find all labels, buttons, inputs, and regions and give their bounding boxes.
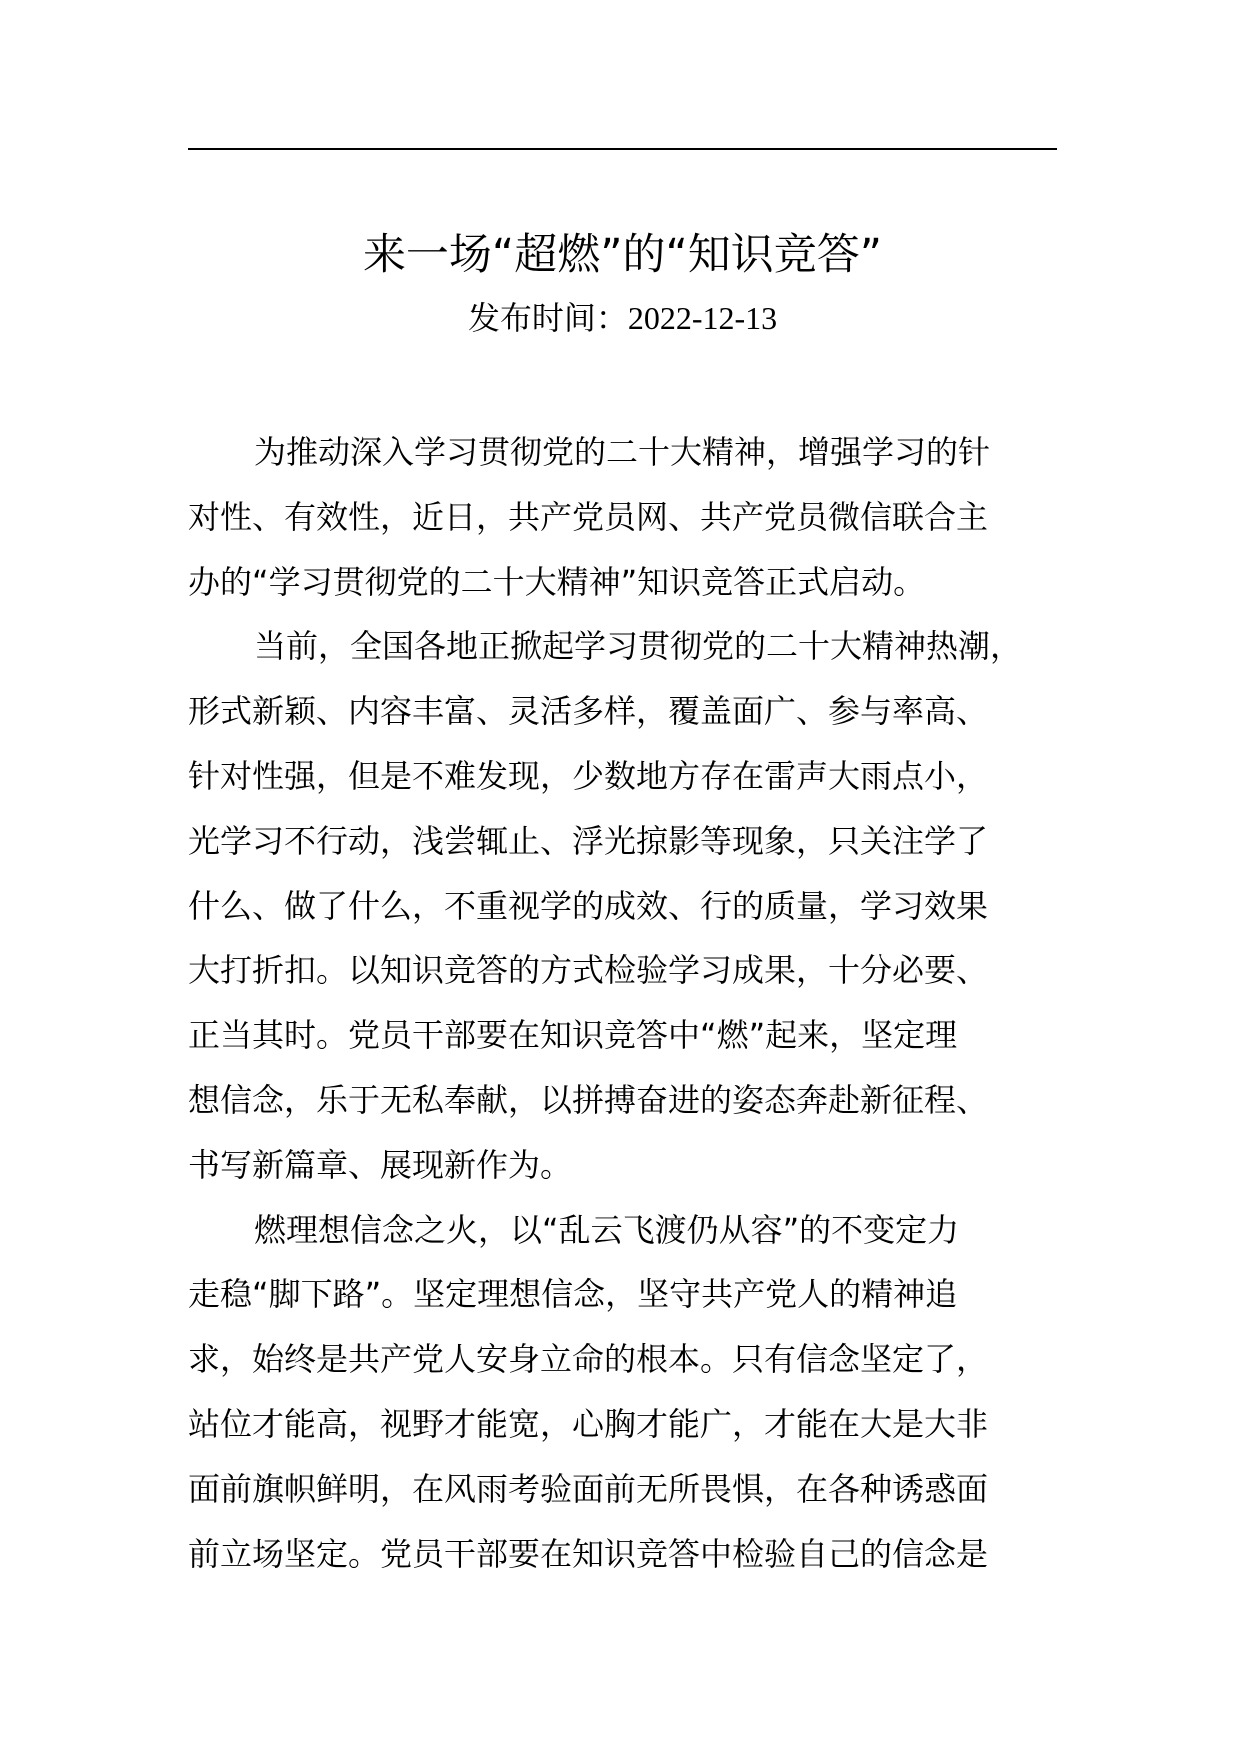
paragraph-line: 面前旗帜鲜明，在风雨考验面前无所畏惧，在各种诱惑面 [188, 1469, 989, 1508]
paragraph-line: 正当其时。党员干部要在知识竞答中“燃”起来，坚定理 [188, 1016, 958, 1055]
header-rule [188, 148, 1057, 150]
paragraph-line: 求，始终是共产党人安身立命的根本。只有信念坚定了， [188, 1340, 989, 1379]
publish-date-value: 2022-12-13 [627, 300, 778, 336]
paragraph-line: 光学习不行动，浅尝辄止、浮光掠影等现象，只关注学了 [188, 821, 989, 860]
paragraph-line: 针对性强，但是不难发现，少数地方存在雷声大雨点小， [188, 756, 989, 795]
paragraph-line: 前立场坚定。党员干部要在知识竞答中检验自己的信念是 [188, 1534, 989, 1573]
paragraph-line: 对性、有效性，近日，共产党员网、共产党员微信联合主 [188, 497, 989, 536]
paragraph-line: 当前，全国各地正掀起学习贯彻党的二十大精神热潮， [254, 627, 1023, 666]
paragraph-line: 想信念，乐于无私奉献，以拼搏奋进的姿态奔赴新征程、 [188, 1080, 989, 1119]
paragraph-line: 大打折扣。以知识竞答的方式检验学习成果，十分必要、 [188, 951, 989, 990]
paragraph-line: 书写新篇章、展现新作为。 [188, 1145, 573, 1184]
paragraph-line: 燃理想信念之火，以“乱云飞渡仍从容”的不变定力 [254, 1210, 960, 1249]
publish-date-label: 发布时间： [467, 299, 628, 337]
paragraph-line: 走稳“脚下路”。坚定理想信念，坚守共产党人的精神追 [188, 1275, 958, 1314]
paragraph-line: 站位才能高，视野才能宽，心胸才能广，才能在大是大非 [188, 1404, 989, 1443]
paragraph-line: 什么、做了什么，不重视学的成效、行的质量，学习效果 [188, 886, 989, 925]
paragraph-line: 办的“学习贯彻党的二十大精神”知识竞答正式启动。 [188, 562, 926, 601]
article-body [188, 420, 1078, 1586]
paragraph-line: 为推动深入学习贯彻党的二十大精神，增强学习的针 [254, 433, 991, 471]
article-title: 来一场“超燃”的“知识竞答” [362, 230, 883, 280]
publish-date [188, 296, 1057, 340]
paragraph-line: 形式新颖、内容丰富、灵活多样，覆盖面广、参与率高、 [188, 692, 989, 731]
